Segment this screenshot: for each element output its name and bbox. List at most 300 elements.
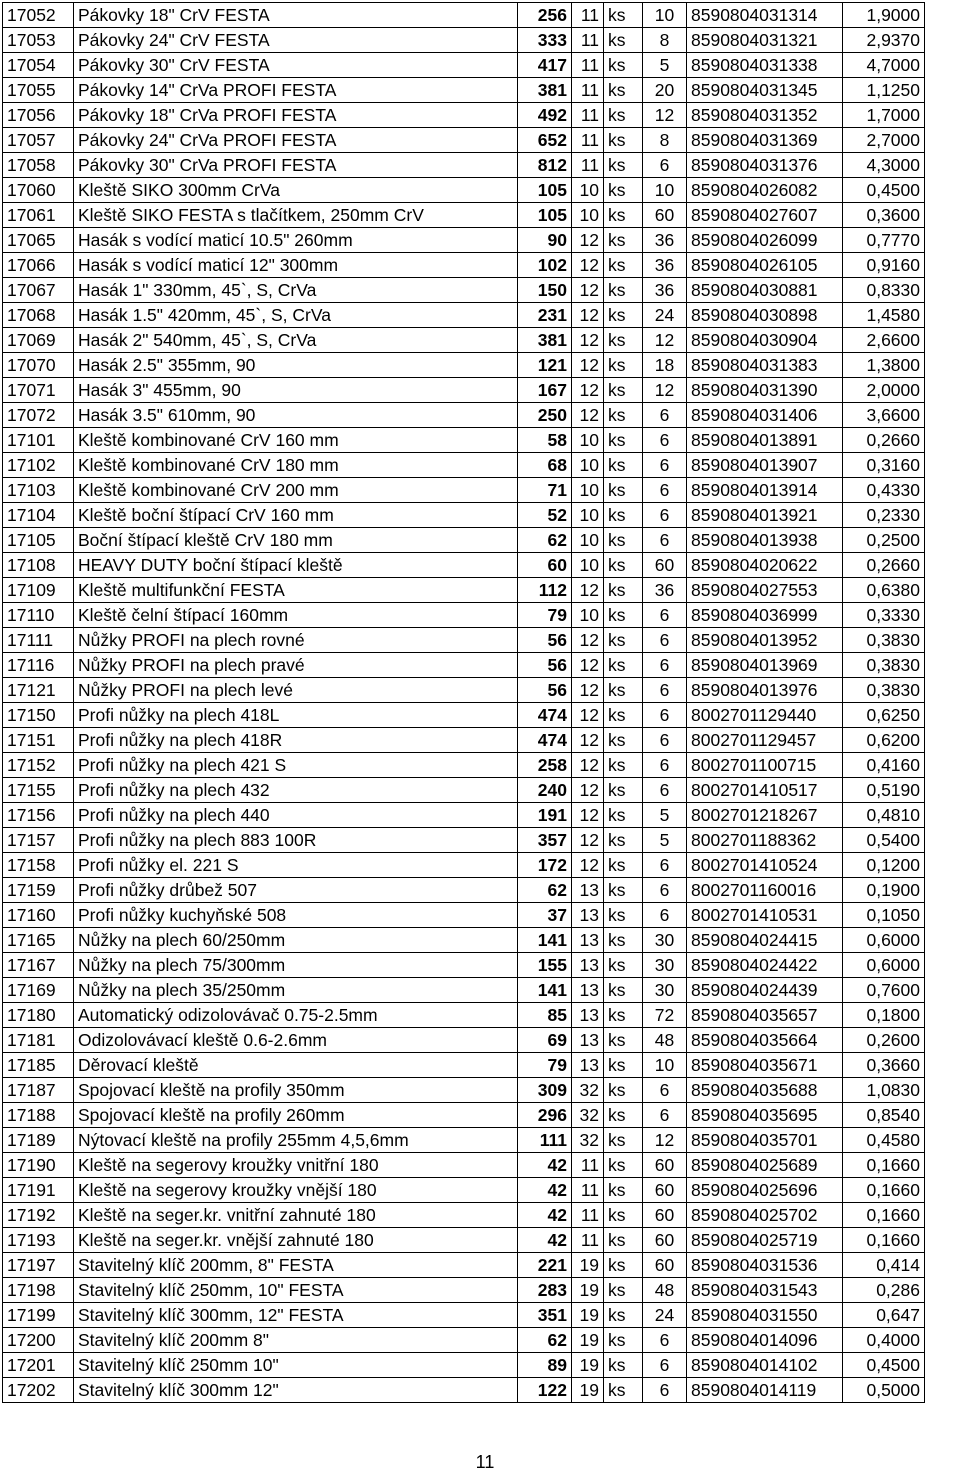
product-code-cell: 17202	[3, 1378, 74, 1403]
unit-cell: ks	[604, 253, 643, 278]
ean-code-cell: 8590804013938	[687, 528, 843, 553]
price-cell: 231	[518, 303, 572, 328]
table-row	[3, 1303, 925, 1328]
group-cell: 11	[572, 1228, 604, 1253]
ean-code-cell: 8590804031338	[687, 53, 843, 78]
group-cell: 11	[572, 3, 604, 28]
group-cell: 10	[572, 428, 604, 453]
table-row	[3, 953, 925, 978]
product-code-cell: 17187	[3, 1078, 74, 1103]
ean-code-cell: 8590804025702	[687, 1203, 843, 1228]
price-cell: 283	[518, 1278, 572, 1303]
pack-qty-cell: 6	[643, 1328, 687, 1353]
table-row	[3, 878, 925, 903]
pack-qty-cell: 6	[643, 728, 687, 753]
weight-cell: 0,6000	[843, 928, 925, 953]
price-cell: 102	[518, 253, 572, 278]
product-name-cell: Kleště na segerovy kroužky vnitřní 180	[74, 1153, 518, 1178]
group-cell: 11	[572, 103, 604, 128]
ean-code-cell: 8590804027607	[687, 203, 843, 228]
product-name-cell: Hasák 2.5" 355mm, 90	[74, 353, 518, 378]
weight-cell: 0,3160	[843, 453, 925, 478]
unit-cell: ks	[604, 153, 643, 178]
weight-cell: 0,4580	[843, 1128, 925, 1153]
weight-cell: 4,7000	[843, 53, 925, 78]
group-cell: 11	[572, 128, 604, 153]
product-name-cell: Kleště kombinované CrV 160 mm	[74, 428, 518, 453]
table-row	[3, 1078, 925, 1103]
pack-qty-cell: 6	[643, 428, 687, 453]
table-row	[3, 1328, 925, 1353]
price-cell: 37	[518, 903, 572, 928]
product-code-cell: 17066	[3, 253, 74, 278]
table-row	[3, 153, 925, 178]
price-cell: 812	[518, 153, 572, 178]
ean-code-cell: 8590804013914	[687, 478, 843, 503]
weight-cell: 0,2600	[843, 1028, 925, 1053]
product-name-cell: Pákovky 30" CrVa PROFI FESTA	[74, 153, 518, 178]
group-cell: 12	[572, 853, 604, 878]
weight-cell: 0,4810	[843, 803, 925, 828]
weight-cell: 0,9160	[843, 253, 925, 278]
product-name-cell: Boční štípací kleště CrV 180 mm	[74, 528, 518, 553]
product-name-cell: Hasák 1" 330mm, 45`, S, CrVa	[74, 278, 518, 303]
weight-cell: 0,286	[843, 1278, 925, 1303]
price-cell: 417	[518, 53, 572, 78]
ean-code-cell: 8590804013976	[687, 678, 843, 703]
ean-code-cell: 8590804035695	[687, 1103, 843, 1128]
table-row	[3, 1253, 925, 1278]
pack-qty-cell: 5	[643, 53, 687, 78]
unit-cell: ks	[604, 1153, 643, 1178]
unit-cell: ks	[604, 1353, 643, 1378]
product-name-cell: Kleště čelní štípací 160mm	[74, 603, 518, 628]
unit-cell: ks	[604, 928, 643, 953]
price-cell: 62	[518, 1328, 572, 1353]
ean-code-cell: 8590804035657	[687, 1003, 843, 1028]
pack-qty-cell: 24	[643, 303, 687, 328]
group-cell: 19	[572, 1253, 604, 1278]
ean-code-cell: 8590804020622	[687, 553, 843, 578]
unit-cell: ks	[604, 753, 643, 778]
pack-qty-cell: 6	[643, 528, 687, 553]
pack-qty-cell: 6	[643, 1078, 687, 1103]
table-row	[3, 1153, 925, 1178]
price-cell: 56	[518, 628, 572, 653]
weight-cell: 0,1200	[843, 853, 925, 878]
product-name-cell: Stavitelný klíč 200mm, 8" FESTA	[74, 1253, 518, 1278]
unit-cell: ks	[604, 503, 643, 528]
ean-code-cell: 8590804025719	[687, 1228, 843, 1253]
unit-cell: ks	[604, 1203, 643, 1228]
weight-cell: 1,4580	[843, 303, 925, 328]
ean-code-cell: 8590804026082	[687, 178, 843, 203]
table-row	[3, 553, 925, 578]
pack-qty-cell: 6	[643, 653, 687, 678]
weight-cell: 0,6250	[843, 703, 925, 728]
unit-cell: ks	[604, 828, 643, 853]
pack-qty-cell: 30	[643, 978, 687, 1003]
pack-qty-cell: 60	[643, 553, 687, 578]
ean-code-cell: 8590804013969	[687, 653, 843, 678]
table-row	[3, 303, 925, 328]
price-cell: 60	[518, 553, 572, 578]
weight-cell: 0,3830	[843, 628, 925, 653]
ean-code-cell: 8002701129457	[687, 728, 843, 753]
pack-qty-cell: 6	[643, 153, 687, 178]
table-row	[3, 78, 925, 103]
ean-code-cell: 8590804026099	[687, 228, 843, 253]
weight-cell: 0,5400	[843, 828, 925, 853]
pack-qty-cell: 24	[643, 1303, 687, 1328]
product-name-cell: Nůžky PROFI na plech rovné	[74, 628, 518, 653]
product-code-cell: 17070	[3, 353, 74, 378]
product-name-cell: Kleště SIKO 300mm CrVa	[74, 178, 518, 203]
product-code-cell: 17058	[3, 153, 74, 178]
price-cell: 71	[518, 478, 572, 503]
unit-cell: ks	[604, 1253, 643, 1278]
product-code-cell: 17065	[3, 228, 74, 253]
unit-cell: ks	[604, 1178, 643, 1203]
pack-qty-cell: 20	[643, 78, 687, 103]
ean-code-cell: 8590804031536	[687, 1253, 843, 1278]
group-cell: 12	[572, 253, 604, 278]
table-row	[3, 228, 925, 253]
unit-cell: ks	[604, 303, 643, 328]
weight-cell: 1,7000	[843, 103, 925, 128]
weight-cell: 0,414	[843, 1253, 925, 1278]
unit-cell: ks	[604, 603, 643, 628]
product-name-cell: Profi nůžky na plech 883 100R	[74, 828, 518, 853]
ean-code-cell: 8002701100715	[687, 753, 843, 778]
table-row	[3, 428, 925, 453]
unit-cell: ks	[604, 228, 643, 253]
weight-cell: 0,3600	[843, 203, 925, 228]
pack-qty-cell: 6	[643, 778, 687, 803]
table-row	[3, 753, 925, 778]
ean-code-cell: 8590804014102	[687, 1353, 843, 1378]
price-cell: 357	[518, 828, 572, 853]
weight-cell: 0,6000	[843, 953, 925, 978]
product-code-cell: 17152	[3, 753, 74, 778]
product-code-cell: 17151	[3, 728, 74, 753]
unit-cell: ks	[604, 53, 643, 78]
page-number: 11	[475, 1452, 495, 1472]
price-cell: 112	[518, 578, 572, 603]
product-code-cell: 17072	[3, 403, 74, 428]
product-code-cell: 17060	[3, 178, 74, 203]
unit-cell: ks	[604, 78, 643, 103]
unit-cell: ks	[604, 278, 643, 303]
product-code-cell: 17069	[3, 328, 74, 353]
table-row	[3, 1053, 925, 1078]
table-row	[3, 478, 925, 503]
weight-cell: 1,0830	[843, 1078, 925, 1103]
price-cell: 250	[518, 403, 572, 428]
table-row	[3, 253, 925, 278]
weight-cell: 0,8330	[843, 278, 925, 303]
product-code-cell: 17167	[3, 953, 74, 978]
unit-cell: ks	[604, 653, 643, 678]
pack-qty-cell: 18	[643, 353, 687, 378]
group-cell: 13	[572, 1003, 604, 1028]
weight-cell: 0,4330	[843, 478, 925, 503]
price-cell: 474	[518, 728, 572, 753]
price-cell: 79	[518, 1053, 572, 1078]
pack-qty-cell: 6	[643, 628, 687, 653]
ean-code-cell: 8590804031369	[687, 128, 843, 153]
product-code-cell: 17180	[3, 1003, 74, 1028]
group-cell: 12	[572, 228, 604, 253]
table-row	[3, 853, 925, 878]
table-row	[3, 53, 925, 78]
product-code-cell: 17071	[3, 378, 74, 403]
product-name-cell: Spojovací kleště na profily 260mm	[74, 1103, 518, 1128]
ean-code-cell: 8590804024439	[687, 978, 843, 1003]
ean-code-cell: 8002701188362	[687, 828, 843, 853]
pack-qty-cell: 60	[643, 1203, 687, 1228]
group-cell: 10	[572, 503, 604, 528]
group-cell: 13	[572, 1028, 604, 1053]
table-row	[3, 603, 925, 628]
product-code-cell: 17057	[3, 128, 74, 153]
table-row	[3, 328, 925, 353]
unit-cell: ks	[604, 778, 643, 803]
weight-cell: 0,2330	[843, 503, 925, 528]
group-cell: 12	[572, 278, 604, 303]
product-code-cell: 17190	[3, 1153, 74, 1178]
product-code-cell: 17159	[3, 878, 74, 903]
product-name-cell: Pákovky 30" CrV FESTA	[74, 53, 518, 78]
table-row	[3, 1103, 925, 1128]
product-name-cell: Děrovací kleště	[74, 1053, 518, 1078]
pack-qty-cell: 5	[643, 803, 687, 828]
unit-cell: ks	[604, 803, 643, 828]
table-row	[3, 278, 925, 303]
price-cell: 258	[518, 753, 572, 778]
product-name-cell: Kleště kombinované CrV 200 mm	[74, 478, 518, 503]
product-table-body	[3, 3, 925, 1403]
product-name-cell: Profi nůžky drůbež 507	[74, 878, 518, 903]
table-row	[3, 728, 925, 753]
unit-cell: ks	[604, 628, 643, 653]
product-name-cell: Profi nůžky el. 221 S	[74, 853, 518, 878]
price-cell: 105	[518, 203, 572, 228]
weight-cell: 0,1900	[843, 878, 925, 903]
product-name-cell: Nůžky PROFI na plech pravé	[74, 653, 518, 678]
product-name-cell: Profi nůžky na plech 440	[74, 803, 518, 828]
group-cell: 19	[572, 1353, 604, 1378]
price-cell: 652	[518, 128, 572, 153]
unit-cell: ks	[604, 1228, 643, 1253]
product-code-cell: 17200	[3, 1328, 74, 1353]
unit-cell: ks	[604, 703, 643, 728]
pack-qty-cell: 30	[643, 928, 687, 953]
price-cell: 492	[518, 103, 572, 128]
product-code-cell: 17121	[3, 678, 74, 703]
product-name-cell: Kleště na segerovy kroužky vnější 180	[74, 1178, 518, 1203]
product-name-cell: Hasák 3" 455mm, 90	[74, 378, 518, 403]
product-code-cell: 17053	[3, 28, 74, 53]
price-cell: 42	[518, 1178, 572, 1203]
pack-qty-cell: 6	[643, 478, 687, 503]
price-cell: 42	[518, 1153, 572, 1178]
product-name-cell: Pákovky 18" CrVa PROFI FESTA	[74, 103, 518, 128]
product-name-cell: Stavitelný klíč 250mm 10"	[74, 1353, 518, 1378]
product-name-cell: Hasák s vodící maticí 10.5" 260mm	[74, 228, 518, 253]
table-row	[3, 928, 925, 953]
table-row	[3, 703, 925, 728]
group-cell: 10	[572, 203, 604, 228]
pack-qty-cell: 6	[643, 1103, 687, 1128]
unit-cell: ks	[604, 453, 643, 478]
product-name-cell: Stavitelný klíč 300mm, 12" FESTA	[74, 1303, 518, 1328]
product-name-cell: Profi nůžky na plech 418R	[74, 728, 518, 753]
ean-code-cell: 8590804030904	[687, 328, 843, 353]
table-row	[3, 1178, 925, 1203]
group-cell: 12	[572, 353, 604, 378]
table-row	[3, 1353, 925, 1378]
group-cell: 32	[572, 1078, 604, 1103]
pack-qty-cell: 10	[643, 178, 687, 203]
product-name-cell: Nůžky na plech 60/250mm	[74, 928, 518, 953]
product-code-cell: 17198	[3, 1278, 74, 1303]
group-cell: 12	[572, 753, 604, 778]
price-cell: 172	[518, 853, 572, 878]
weight-cell: 1,1250	[843, 78, 925, 103]
product-code-cell: 17104	[3, 503, 74, 528]
ean-code-cell: 8590804036999	[687, 603, 843, 628]
ean-code-cell: 8590804014119	[687, 1378, 843, 1403]
product-name-cell: Pákovky 24" CrVa PROFI FESTA	[74, 128, 518, 153]
price-cell: 309	[518, 1078, 572, 1103]
ean-code-cell: 8590804025689	[687, 1153, 843, 1178]
pack-qty-cell: 6	[643, 903, 687, 928]
pack-qty-cell: 5	[643, 828, 687, 853]
unit-cell: ks	[604, 1103, 643, 1128]
weight-cell: 2,7000	[843, 128, 925, 153]
ean-code-cell: 8590804031406	[687, 403, 843, 428]
pack-qty-cell: 8	[643, 28, 687, 53]
ean-code-cell: 8590804035671	[687, 1053, 843, 1078]
table-row	[3, 353, 925, 378]
pack-qty-cell: 60	[643, 1178, 687, 1203]
table-row	[3, 1228, 925, 1253]
pack-qty-cell: 12	[643, 328, 687, 353]
group-cell: 10	[572, 553, 604, 578]
pack-qty-cell: 10	[643, 3, 687, 28]
group-cell: 13	[572, 978, 604, 1003]
product-name-cell: Profi nůžky na plech 418L	[74, 703, 518, 728]
table-row	[3, 528, 925, 553]
weight-cell: 1,3800	[843, 353, 925, 378]
table-row	[3, 28, 925, 53]
group-cell: 11	[572, 1203, 604, 1228]
group-cell: 32	[572, 1103, 604, 1128]
weight-cell: 0,3830	[843, 653, 925, 678]
pack-qty-cell: 36	[643, 278, 687, 303]
weight-cell: 0,4160	[843, 753, 925, 778]
weight-cell: 0,8540	[843, 1103, 925, 1128]
table-row	[3, 403, 925, 428]
group-cell: 12	[572, 828, 604, 853]
group-cell: 11	[572, 53, 604, 78]
table-row	[3, 1278, 925, 1303]
ean-code-cell: 8590804027553	[687, 578, 843, 603]
price-cell: 221	[518, 1253, 572, 1278]
product-code-cell: 17169	[3, 978, 74, 1003]
unit-cell: ks	[604, 378, 643, 403]
product-name-cell: Kleště na seger.kr. vnější zahnuté 180	[74, 1228, 518, 1253]
unit-cell: ks	[604, 728, 643, 753]
pack-qty-cell: 60	[643, 1228, 687, 1253]
ean-code-cell: 8590804013921	[687, 503, 843, 528]
weight-cell: 0,4000	[843, 1328, 925, 1353]
ean-code-cell: 8002701410517	[687, 778, 843, 803]
product-code-cell: 17067	[3, 278, 74, 303]
unit-cell: ks	[604, 203, 643, 228]
weight-cell: 0,1660	[843, 1153, 925, 1178]
ean-code-cell: 8590804031376	[687, 153, 843, 178]
product-table	[2, 2, 925, 1403]
price-cell: 105	[518, 178, 572, 203]
weight-cell: 0,1050	[843, 903, 925, 928]
ean-code-cell: 8002701410524	[687, 853, 843, 878]
table-row	[3, 3, 925, 28]
unit-cell: ks	[604, 1328, 643, 1353]
weight-cell: 0,1800	[843, 1003, 925, 1028]
product-code-cell: 17193	[3, 1228, 74, 1253]
group-cell: 10	[572, 178, 604, 203]
price-cell: 85	[518, 1003, 572, 1028]
table-row	[3, 1378, 925, 1403]
product-code-cell: 17201	[3, 1353, 74, 1378]
pack-qty-cell: 6	[643, 1353, 687, 1378]
product-name-cell: Odizolovávací kleště 0.6-2.6mm	[74, 1028, 518, 1053]
pack-qty-cell: 6	[643, 878, 687, 903]
table-row	[3, 828, 925, 853]
table-row	[3, 678, 925, 703]
unit-cell: ks	[604, 1028, 643, 1053]
pack-qty-cell: 60	[643, 203, 687, 228]
ean-code-cell: 8590804031345	[687, 78, 843, 103]
product-code-cell: 17108	[3, 553, 74, 578]
unit-cell: ks	[604, 428, 643, 453]
unit-cell: ks	[604, 1003, 643, 1028]
pack-qty-cell: 6	[643, 678, 687, 703]
weight-cell: 0,1660	[843, 1203, 925, 1228]
weight-cell: 0,3660	[843, 1053, 925, 1078]
group-cell: 13	[572, 878, 604, 903]
ean-code-cell: 8590804025696	[687, 1178, 843, 1203]
price-cell: 56	[518, 653, 572, 678]
pack-qty-cell: 6	[643, 703, 687, 728]
price-cell: 62	[518, 878, 572, 903]
weight-cell: 0,2660	[843, 553, 925, 578]
weight-cell: 2,9370	[843, 28, 925, 53]
group-cell: 19	[572, 1278, 604, 1303]
table-row	[3, 778, 925, 803]
table-row	[3, 903, 925, 928]
group-cell: 11	[572, 1178, 604, 1203]
product-code-cell: 17109	[3, 578, 74, 603]
product-code-cell: 17068	[3, 303, 74, 328]
group-cell: 12	[572, 303, 604, 328]
product-name-cell: Hasák 1.5" 420mm, 45`, S, CrVa	[74, 303, 518, 328]
product-code-cell: 17185	[3, 1053, 74, 1078]
pack-qty-cell: 36	[643, 578, 687, 603]
table-row	[3, 1128, 925, 1153]
